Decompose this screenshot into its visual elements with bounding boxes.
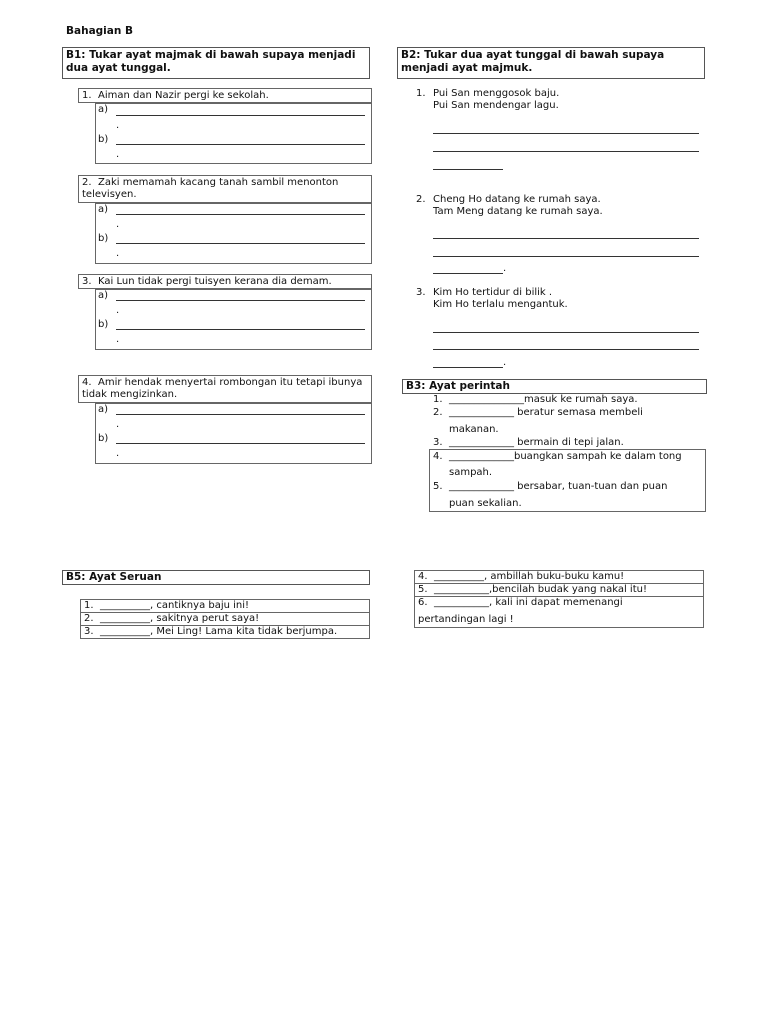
answer-line-a[interactable] (116, 214, 365, 215)
answer-line[interactable] (433, 238, 699, 239)
blank[interactable]: _______________ (449, 394, 524, 405)
blank[interactable]: _____________ (449, 451, 514, 462)
question-text: Amir hendak menyertai rombongan itu tetapi ibunya tidak mengizinkan. (82, 377, 363, 400)
blank[interactable]: _____________ (449, 437, 514, 448)
answer-line[interactable] (433, 169, 503, 170)
question-line-2: Pui San mendengar lagu. (433, 100, 559, 111)
b3-header: B3: Ayat perintah (402, 379, 707, 394)
table-row: 2. __________, sakitnya perut saya! (81, 613, 370, 626)
table-row: 5. ___________,bencilah budak yang nakal itu! (415, 584, 704, 597)
answer-line-b[interactable] (116, 243, 365, 244)
b5-table-right (414, 570, 704, 628)
b2-header: B2: Tukar dua ayat tunggal di bawah supaya menjadi ayat majmuk. (397, 47, 705, 79)
question-line-1: Pui San menggosok baju. (433, 88, 560, 99)
table-row: 3. __________, Mei Ling! Lama kita tidak berjumpa. (81, 626, 370, 639)
question-text: Aiman dan Nazir pergi ke sekolah. (98, 90, 269, 101)
section-title: Bahagian B (66, 25, 133, 37)
answer-line[interactable] (433, 349, 699, 350)
b5-header: B5: Ayat Seruan (62, 570, 370, 585)
blank[interactable]: _____________ (449, 481, 514, 492)
answer-line-b[interactable] (116, 144, 365, 145)
question-text: Zaki memamah kacang tanah sambil menonton televisyen. (82, 177, 339, 200)
b5-table-left (80, 599, 370, 639)
answer-line[interactable] (433, 273, 503, 274)
answer-line-a[interactable] (116, 414, 365, 415)
answer-line-a[interactable] (116, 300, 365, 301)
question-line-2: Kim Ho terlalu mengantuk. (433, 299, 568, 310)
answer-line[interactable] (433, 133, 699, 134)
answer-line-a[interactable] (116, 115, 365, 116)
table-row: 1. __________, cantiknya baju ini! (81, 600, 370, 613)
question-text: Kai Lun tidak pergi tuisyen kerana dia demam. (98, 276, 332, 287)
answer-line[interactable] (433, 151, 699, 152)
b1-header: B1: Tukar ayat majmak di bawah supaya menjadi dua ayat tunggal. (62, 47, 370, 79)
answer-line[interactable] (433, 367, 503, 368)
answer-line[interactable] (433, 332, 699, 333)
blank[interactable]: _____________ (449, 407, 514, 418)
question-line-1: Cheng Ho datang ke rumah saya. (433, 194, 601, 205)
table-row: 4. __________, ambillah buku-buku kamu! (415, 571, 704, 584)
answer-line-b[interactable] (116, 443, 365, 444)
answer-line-b[interactable] (116, 329, 365, 330)
table-row: 6. ___________, kali ini dapat memenangi pertandingan lagi ! (415, 597, 704, 628)
question-line-1: Kim Ho tertidur di bilik . (433, 287, 553, 298)
question-line-2: Tam Meng datang ke rumah saya. (433, 206, 603, 217)
answer-line[interactable] (433, 256, 699, 257)
